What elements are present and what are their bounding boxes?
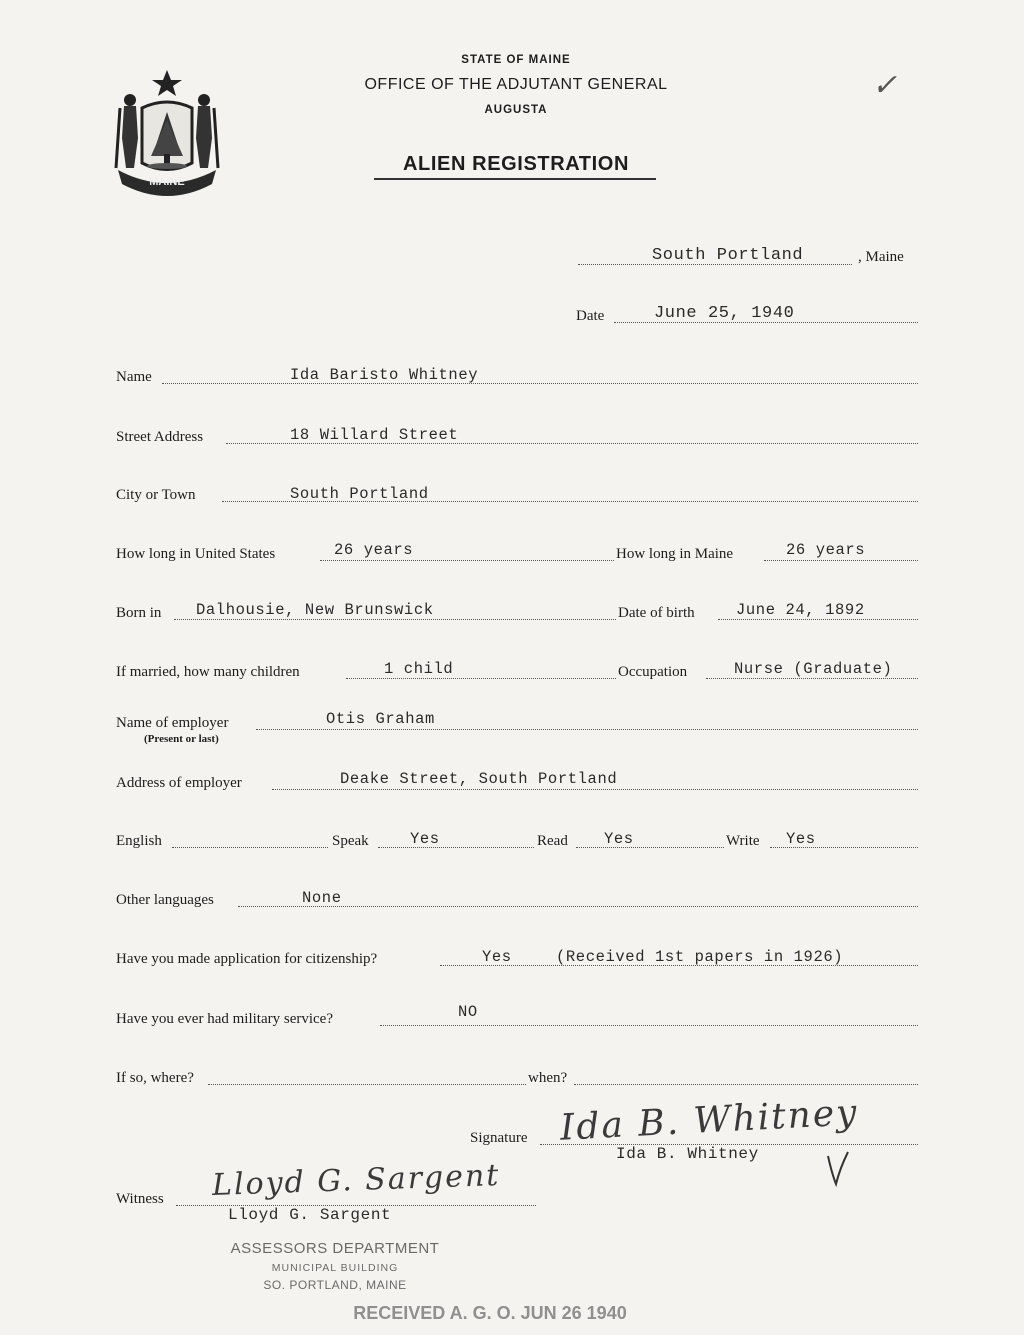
- maine-seal-icon: [112, 68, 222, 193]
- born-in-value: Dalhousie, New Brunswick: [196, 601, 434, 619]
- title-underline: [374, 178, 656, 180]
- date-label: Date: [576, 308, 605, 324]
- signature-tick-icon: [822, 1150, 852, 1190]
- city-label: City or Town: [116, 487, 196, 503]
- assessor-stamp-line3: SO. PORTLAND, MAINE: [263, 1278, 407, 1292]
- when-label: when?: [528, 1070, 568, 1086]
- name-label: Name: [116, 369, 152, 385]
- occupation-value: Nurse (Graduate): [734, 660, 893, 678]
- assessor-stamp-line1: ASSESSORS DEPARTMENT: [230, 1240, 440, 1257]
- military-value: NO: [458, 1003, 478, 1021]
- state-label: , Maine: [858, 249, 904, 265]
- born-in-label: Born in: [116, 605, 162, 621]
- form-title: ALIEN REGISTRATION: [403, 153, 629, 175]
- us-duration-value: 26 years: [334, 541, 414, 559]
- other-languages-value: None: [302, 889, 342, 907]
- employer-value: Otis Graham: [326, 710, 435, 728]
- english-label: English: [116, 833, 162, 849]
- employer-sublabel: (Present or last): [144, 733, 219, 745]
- city-heading: AUGUSTA: [484, 104, 548, 116]
- dob-label: Date of birth: [618, 605, 695, 621]
- where-label: If so, where?: [116, 1070, 194, 1086]
- maine-duration-value: 26 years: [786, 541, 866, 559]
- write-value: Yes: [786, 830, 816, 848]
- speak-value: Yes: [410, 830, 440, 848]
- witness-script: Lloyd G. Sargent: [211, 1157, 501, 1204]
- us-duration-label: How long in United States: [116, 546, 276, 562]
- speak-label: Speak: [332, 833, 369, 849]
- other-languages-label: Other languages: [116, 892, 214, 908]
- check-mark-icon: ✓: [872, 68, 898, 103]
- employer-address-value: Deake Street, South Portland: [340, 770, 618, 788]
- children-label: If married, how many children: [116, 664, 300, 680]
- citizenship-label: Have you made application for citizenship?: [116, 951, 378, 967]
- dob-value: June 24, 1892: [736, 601, 865, 619]
- read-label: Read: [537, 833, 568, 849]
- military-label: Have you ever had military service?: [116, 1011, 333, 1027]
- signature-script: Ida B. Whitney: [559, 1092, 860, 1149]
- citizenship-note: (Received 1st papers in 1926): [556, 948, 844, 966]
- state-heading: STATE OF MAINE: [461, 54, 571, 66]
- write-label: Write: [726, 833, 760, 849]
- citizenship-value: Yes: [482, 948, 512, 966]
- street-label: Street Address: [116, 429, 204, 445]
- signature-typed: Ida B. Whitney: [616, 1145, 759, 1163]
- signature-label: Signature: [470, 1130, 528, 1146]
- employer-label: Name of employer: [116, 715, 229, 731]
- office-heading: OFFICE OF THE ADJUTANT GENERAL: [364, 76, 668, 93]
- date-value: June 25, 1940: [654, 304, 795, 323]
- received-stamp: RECEIVED A. G. O. JUN 26 1940: [353, 1303, 627, 1323]
- maine-duration-label: How long in Maine: [616, 546, 734, 562]
- town-value: South Portland: [652, 246, 804, 265]
- name-value: Ida Baristo Whitney: [290, 366, 479, 384]
- occupation-label: Occupation: [618, 664, 688, 680]
- witness-typed: Lloyd G. Sargent: [228, 1206, 392, 1224]
- city-value: South Portland: [290, 485, 429, 503]
- assessor-stamp-line2: MUNICIPAL BUILDING: [271, 1262, 399, 1274]
- read-value: Yes: [604, 830, 634, 848]
- seal-banner-text: MAINE: [149, 176, 185, 188]
- children-value: 1 child: [384, 660, 454, 678]
- witness-label: Witness: [116, 1191, 164, 1207]
- street-value: 18 Willard Street: [290, 426, 459, 444]
- employer-address-label: Address of employer: [116, 775, 242, 791]
